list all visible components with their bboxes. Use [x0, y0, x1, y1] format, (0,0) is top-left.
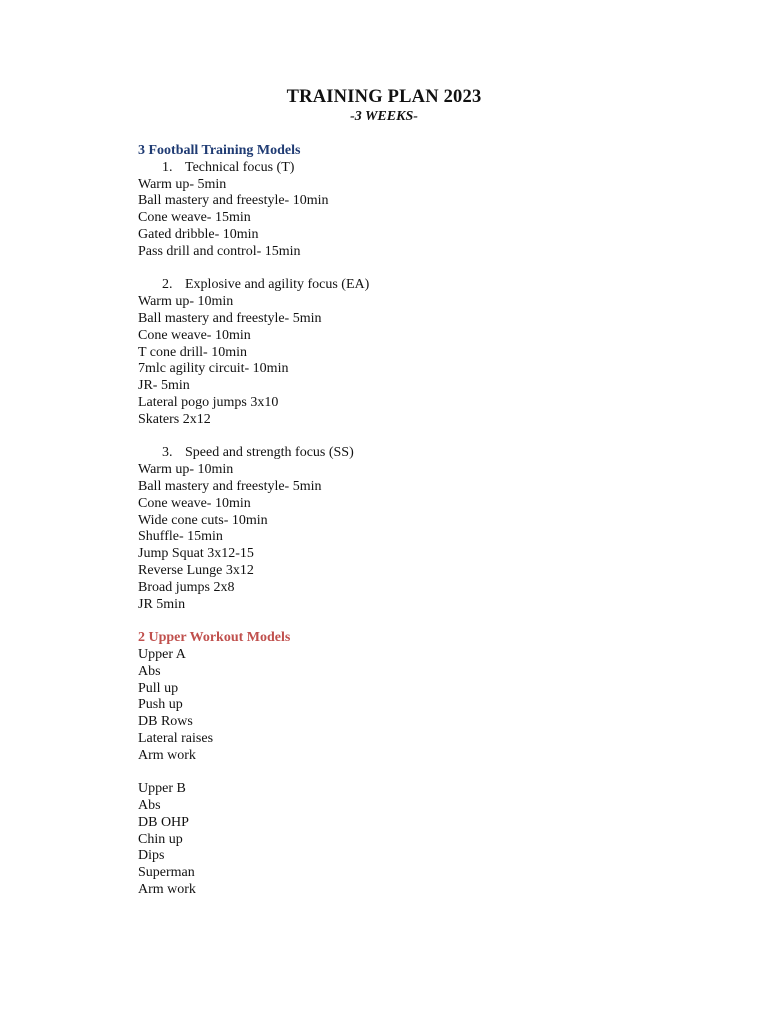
exercise-item: Reverse Lunge 3x12 [138, 562, 254, 578]
football-model-title [138, 277, 698, 294]
upper-model-title: Upper B [138, 781, 186, 797]
exercise-item: Pass drill and control- 15min [138, 243, 301, 259]
exercise-item: Arm work [138, 882, 196, 898]
exercise-item: Chin up [138, 831, 183, 847]
exercise-item: Cone weave- 10min [138, 495, 251, 511]
exercise-item: Shuffle- 15min [138, 529, 223, 545]
exercise-item: Ball mastery and freestyle- 5min [138, 478, 322, 494]
exercise-item: 7mlc agility circuit- 10min [138, 361, 289, 377]
exercise-item: DB OHP [138, 814, 189, 830]
exercise-item: Gated dribble- 10min [138, 226, 259, 242]
list-number: 2. [162, 277, 173, 293]
list-number: 1. [162, 159, 173, 175]
exercise-item: Warm up- 10min [138, 294, 234, 310]
model-spacer [138, 261, 698, 278]
model-name: Speed and strength focus (SS) [185, 445, 354, 461]
model-name: Technical focus (T) [185, 159, 295, 175]
exercise-item: Warm up- 5min [138, 176, 227, 192]
exercise-item: DB Rows [138, 714, 193, 730]
document-subtitle: -3 WEEKS- [350, 109, 418, 124]
football-model-title [138, 445, 698, 462]
exercise-item: Arm work [138, 747, 196, 763]
exercise-item: Abs [138, 798, 161, 814]
exercise-item: Wide cone cuts- 10min [138, 512, 268, 528]
exercise-item: Cone weave- 10min [138, 327, 251, 343]
upper-section-heading: 2 Upper Workout Models [138, 630, 291, 646]
exercise-item: Cone weave- 15min [138, 210, 251, 226]
exercise-item: Superman [138, 865, 195, 881]
exercise-item: JR- 5min [138, 378, 190, 394]
football-model-title [138, 160, 698, 177]
exercise-item: Jump Squat 3x12-15 [138, 546, 254, 562]
document-title: TRAINING PLAN 2023 [286, 87, 482, 107]
model-name: Explosive and agility focus (EA) [185, 277, 370, 293]
exercise-item: Ball mastery and freestyle- 10min [138, 193, 329, 209]
upper-model-title: Upper A [138, 646, 186, 662]
exercise-item: T cone drill- 10min [138, 344, 247, 360]
exercise-item: Broad jumps 2x8 [138, 579, 235, 595]
exercise-item: Lateral raises [138, 730, 214, 746]
football-section-heading: 3 Football Training Models [138, 143, 301, 158]
exercise-item: Warm up- 10min [138, 462, 234, 478]
exercise-item: Dips [138, 848, 165, 864]
list-number: 3. [162, 445, 173, 461]
exercise-item: Abs [138, 663, 161, 679]
exercise-item: JR 5min [138, 596, 186, 612]
football-models-list [138, 160, 698, 614]
exercise-item: Pull up [138, 680, 179, 696]
document-body [138, 143, 698, 899]
exercise-item: Ball mastery and freestyle- 5min [138, 310, 322, 326]
exercise-item: Push up [138, 697, 183, 713]
exercise-item: Lateral pogo jumps 3x10 [138, 394, 279, 410]
model-spacer [138, 764, 698, 781]
exercise-item: Skaters 2x12 [138, 411, 211, 427]
section-spacer [138, 613, 698, 630]
model-spacer [138, 429, 698, 446]
upper-models-list [138, 647, 698, 899]
